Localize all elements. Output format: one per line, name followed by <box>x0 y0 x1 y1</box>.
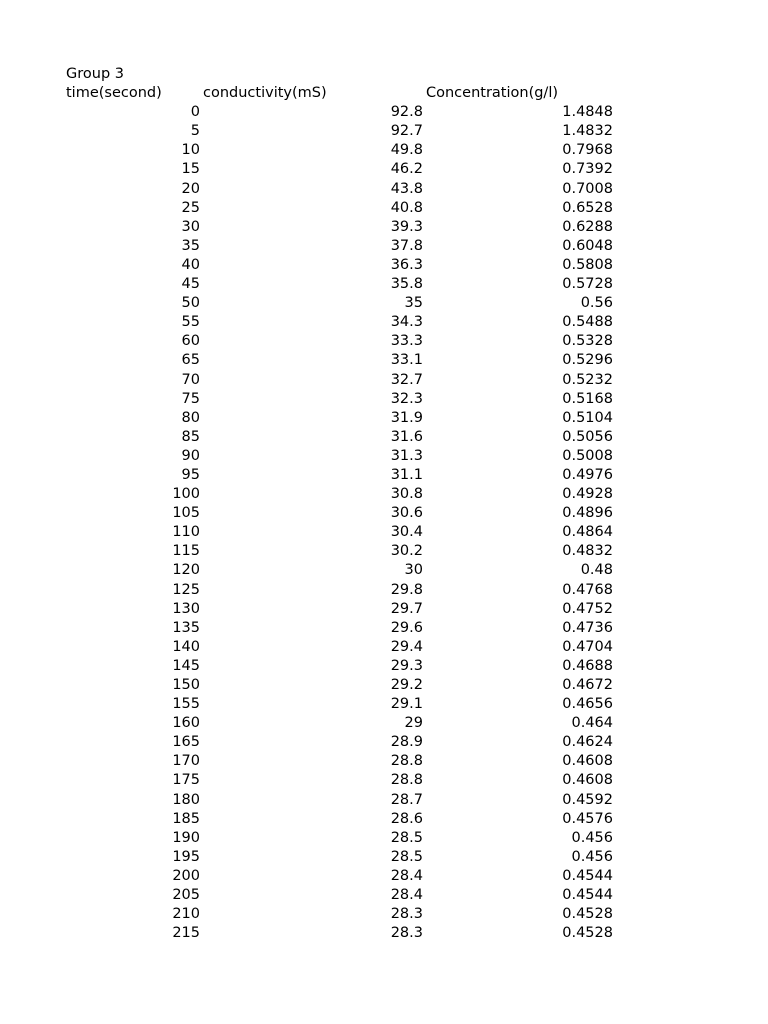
table-row <box>0 771 768 790</box>
cell-time: 215 <box>172 925 200 942</box>
cell-time: 50 <box>181 295 200 312</box>
cell-conductivity: 29.2 <box>390 677 423 693</box>
cell-time: 195 <box>172 848 200 865</box>
cell-time: 115 <box>172 543 200 560</box>
cell-conductivity: 33.1 <box>390 352 423 369</box>
cell-concentration: 0.5328 <box>562 333 613 350</box>
table-row <box>0 351 768 370</box>
header-conductivity: conductivity(mS) <box>203 85 327 102</box>
cell-time: 85 <box>181 428 200 445</box>
cell-time: 45 <box>181 276 200 293</box>
cell-time: 95 <box>181 466 200 483</box>
cell-concentration: 0.5232 <box>562 371 613 388</box>
cell-conductivity: 29.6 <box>390 619 423 636</box>
table-row <box>0 409 768 428</box>
cell-time: 170 <box>172 753 200 770</box>
table-row <box>0 275 768 294</box>
cell-time: 165 <box>172 734 200 751</box>
cell-conductivity: 31.6 <box>390 428 423 445</box>
cell-time: 5 <box>190 123 200 140</box>
table-row <box>0 485 768 504</box>
table-row <box>0 160 768 179</box>
cell-time: 25 <box>181 199 200 216</box>
cell-concentration: 0.4864 <box>562 524 613 541</box>
cell-conductivity: 32.3 <box>390 390 423 407</box>
cell-conductivity: 35.8 <box>390 276 423 293</box>
table-row <box>0 676 768 695</box>
table-row <box>0 714 768 733</box>
cell-conductivity: 49.8 <box>390 142 423 159</box>
cell-concentration: 0.5808 <box>562 256 613 273</box>
cell-concentration: 0.4672 <box>562 677 613 693</box>
cell-concentration: 0.56 <box>580 295 613 312</box>
cell-conductivity: 28.4 <box>390 887 423 904</box>
table-row <box>0 466 768 485</box>
data-sheet <box>0 65 768 943</box>
header-time: time(second) <box>66 85 162 102</box>
table-row <box>0 867 768 886</box>
cell-conductivity: 28.7 <box>390 791 423 808</box>
table-row <box>0 313 768 332</box>
cell-concentration: 0.4928 <box>562 486 613 503</box>
table-row <box>0 619 768 638</box>
cell-conductivity: 28.3 <box>390 906 423 923</box>
cell-conductivity: 28.5 <box>390 848 423 865</box>
cell-concentration: 1.4848 <box>562 104 613 121</box>
cell-time: 180 <box>172 791 200 808</box>
cell-concentration: 0.48 <box>580 562 613 579</box>
cell-time: 70 <box>181 371 200 388</box>
table-row <box>0 581 768 600</box>
cell-concentration: 0.4752 <box>562 600 613 617</box>
table-row <box>0 103 768 122</box>
table-row <box>0 371 768 390</box>
table-row <box>0 504 768 523</box>
cell-conductivity: 39.3 <box>390 218 423 235</box>
cell-conductivity: 43.8 <box>390 180 423 197</box>
cell-concentration: 0.7392 <box>562 161 613 178</box>
cell-time: 90 <box>181 447 200 464</box>
table-row <box>0 294 768 313</box>
cell-time: 80 <box>181 409 200 426</box>
cell-conductivity: 31.1 <box>390 466 423 483</box>
cell-time: 155 <box>172 696 200 713</box>
cell-time: 30 <box>181 218 200 235</box>
cell-concentration: 0.4544 <box>562 887 613 904</box>
table-row <box>0 733 768 752</box>
table-row <box>0 523 768 542</box>
cell-concentration: 1.4832 <box>562 123 613 140</box>
cell-conductivity: 30.4 <box>390 524 423 541</box>
cell-concentration: 0.5168 <box>562 390 613 407</box>
cell-conductivity: 36.3 <box>390 256 423 273</box>
cell-time: 100 <box>172 486 200 503</box>
cell-concentration: 0.4576 <box>562 810 613 827</box>
cell-conductivity: 46.2 <box>390 161 423 178</box>
cell-concentration: 0.4544 <box>562 867 613 884</box>
cell-conductivity: 31.3 <box>390 447 423 464</box>
cell-time: 205 <box>172 887 200 904</box>
cell-time: 120 <box>172 562 200 579</box>
cell-conductivity: 28.6 <box>390 810 423 827</box>
cell-conductivity: 29.8 <box>390 581 423 598</box>
table-row <box>0 447 768 466</box>
cell-concentration: 0.4624 <box>562 734 613 751</box>
cell-time: 60 <box>181 333 200 350</box>
table-row <box>0 600 768 619</box>
cell-concentration: 0.5488 <box>562 314 613 331</box>
cell-conductivity: 28.3 <box>390 925 423 942</box>
table-row <box>0 141 768 160</box>
cell-concentration: 0.7968 <box>562 142 613 159</box>
cell-time: 105 <box>172 505 200 522</box>
cell-conductivity: 32.7 <box>390 371 423 388</box>
cell-conductivity: 92.8 <box>390 104 423 121</box>
table-row <box>0 695 768 714</box>
table-row <box>0 829 768 848</box>
header-row <box>0 84 768 103</box>
cell-concentration: 0.6528 <box>562 199 613 216</box>
cell-conductivity: 28.8 <box>390 772 423 789</box>
cell-conductivity: 30.6 <box>390 505 423 522</box>
cell-concentration: 0.4528 <box>562 925 613 942</box>
cell-time: 145 <box>172 657 200 674</box>
cell-conductivity: 37.8 <box>390 237 423 254</box>
cell-time: 15 <box>181 161 200 178</box>
cell-time: 190 <box>172 829 200 846</box>
table-row <box>0 848 768 867</box>
table-row <box>0 390 768 409</box>
cell-concentration: 0.4976 <box>562 466 613 483</box>
table-row <box>0 237 768 256</box>
cell-concentration: 0.4688 <box>562 657 613 674</box>
cell-concentration: 0.4608 <box>562 753 613 770</box>
table-row <box>0 924 768 943</box>
cell-concentration: 0.5296 <box>562 352 613 369</box>
cell-conductivity: 92.7 <box>390 123 423 140</box>
cell-concentration: 0.4528 <box>562 906 613 923</box>
cell-conductivity: 28.8 <box>390 753 423 770</box>
cell-time: 20 <box>181 180 200 197</box>
cell-conductivity: 40.8 <box>390 199 423 216</box>
cell-conductivity: 30.2 <box>390 543 423 560</box>
table-row <box>0 199 768 218</box>
table-row <box>0 122 768 141</box>
cell-concentration: 0.5008 <box>562 447 613 464</box>
cell-concentration: 0.4608 <box>562 772 613 789</box>
cell-time: 125 <box>172 581 200 598</box>
cell-conductivity: 31.9 <box>390 409 423 426</box>
table-row <box>0 428 768 447</box>
cell-time: 35 <box>181 237 200 254</box>
cell-conductivity: 28.4 <box>390 867 423 884</box>
cell-concentration: 0.4704 <box>562 638 613 655</box>
cell-concentration: 0.5728 <box>562 276 613 293</box>
cell-time: 140 <box>172 638 200 655</box>
cell-conductivity: 30 <box>404 562 423 579</box>
cell-time: 175 <box>172 772 200 789</box>
group-label: Group 3 <box>66 66 124 82</box>
cell-time: 40 <box>181 256 200 273</box>
cell-time: 150 <box>172 677 200 693</box>
cell-concentration: 0.456 <box>571 848 613 865</box>
cell-time: 185 <box>172 810 200 827</box>
cell-concentration: 0.4896 <box>562 505 613 522</box>
cell-time: 10 <box>181 142 200 159</box>
cell-concentration: 0.464 <box>571 715 613 732</box>
cell-concentration: 0.456 <box>571 829 613 846</box>
cell-time: 75 <box>181 390 200 407</box>
table-row <box>0 542 768 561</box>
cell-time: 200 <box>172 867 200 884</box>
table-row <box>0 752 768 771</box>
header-concentration: Concentration(g/l) <box>426 85 559 102</box>
table-row <box>0 886 768 905</box>
cell-conductivity: 30.8 <box>390 486 423 503</box>
cell-concentration: 0.4592 <box>562 791 613 808</box>
cell-time: 110 <box>172 524 200 541</box>
table-body <box>0 103 768 943</box>
cell-time: 0 <box>190 104 200 121</box>
cell-conductivity: 28.5 <box>390 829 423 846</box>
cell-conductivity: 29.4 <box>390 638 423 655</box>
table-row <box>0 256 768 275</box>
cell-time: 55 <box>181 314 200 331</box>
cell-time: 65 <box>181 352 200 369</box>
table-row <box>0 561 768 580</box>
cell-concentration: 0.4656 <box>562 696 613 713</box>
table-row <box>0 218 768 237</box>
table-row <box>0 810 768 829</box>
cell-concentration: 0.6048 <box>562 237 613 254</box>
cell-concentration: 0.4832 <box>562 543 613 560</box>
cell-conductivity: 35 <box>404 295 423 312</box>
cell-conductivity: 29.7 <box>390 600 423 617</box>
cell-concentration: 0.5104 <box>562 409 613 426</box>
cell-conductivity: 33.3 <box>390 333 423 350</box>
table-row <box>0 657 768 676</box>
cell-concentration: 0.5056 <box>562 428 613 445</box>
cell-conductivity: 34.3 <box>390 314 423 331</box>
cell-time: 160 <box>172 715 200 732</box>
cell-time: 135 <box>172 619 200 636</box>
cell-concentration: 0.4768 <box>562 581 613 598</box>
table-row <box>0 332 768 351</box>
cell-time: 210 <box>172 906 200 923</box>
cell-time: 130 <box>172 600 200 617</box>
table-row <box>0 791 768 810</box>
group-row <box>0 65 768 84</box>
cell-concentration: 0.6288 <box>562 218 613 235</box>
cell-conductivity: 29.3 <box>390 657 423 674</box>
cell-conductivity: 29.1 <box>390 696 423 713</box>
table-row <box>0 180 768 199</box>
table-row <box>0 638 768 657</box>
cell-conductivity: 29 <box>404 715 423 732</box>
cell-concentration: 0.4736 <box>562 619 613 636</box>
cell-concentration: 0.7008 <box>562 180 613 197</box>
cell-conductivity: 28.9 <box>390 734 423 751</box>
table-row <box>0 905 768 924</box>
